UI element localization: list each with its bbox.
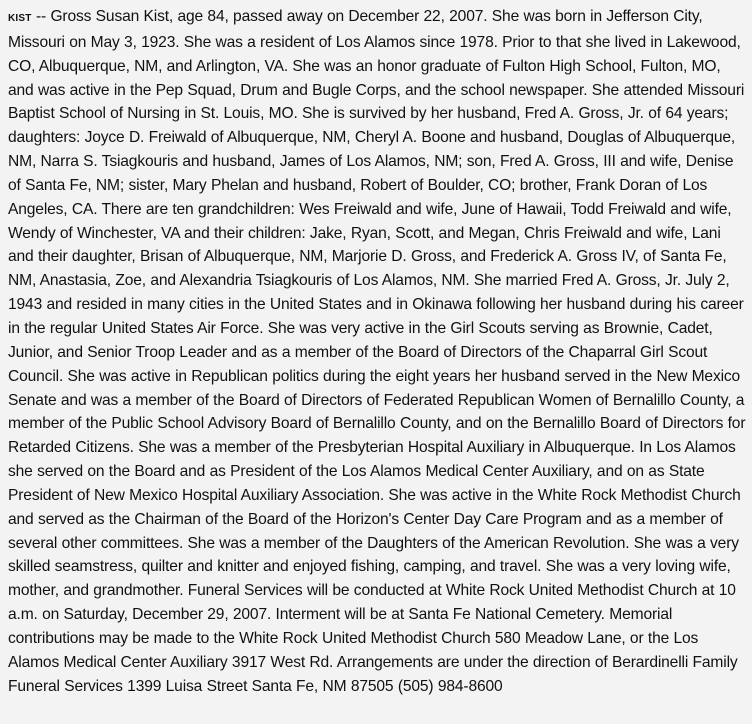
obituary-paragraph [8,5,746,698]
obituary-name-tag: KIST [8,13,32,24]
obituary-body: Gross Susan Kist, age 84, passed away on December 22, 2007. She was born in Jefferson City, Missouri on May 3, 1923. She was a resident of Los Alamos since 1978. Prior to that she lived in Lakewood, CO, Albuquerque, NM, and Arlington, VA. She was an honor graduate of Fulton High School, Fulton, MO, and was active in the Pep Squad, Drum and Bugle Corps, and the school newspaper. She attended Missouri Baptist School of Nursing in St. Louis, MO. She is survived by her husband, Fred A. Gross, Jr. of 64 years; daughters: Joyce D. Freiwald of Albuquerque, NM, Cheryl A. Boone and husband, Douglas of Albuquerque, NM, Narra S. Tsiagkouris and husband, James of Los Alamos, NM; son, Fred A. Gross, III and wife, Denise of Santa Fe, NM; sister, Mary Phelan and husband, Robert of Boulder, CO; brother, Frank Doran of Los Angeles, CA. There are ten grandchildren: Wes Freiwald and wife, June of Hawaii, Todd Freiwald and wife, Wendy of Winchester, VA and their children: Jake, Ryan, Scott, and Megan, Chris Freiwald and wife, Lani and their daughter, Brisan of Albuquerque, NM, Marjorie D. Gross, and Frederick A. Gross IV, of Santa Fe, NM, Anastasia, Zoe, and Alexandria Tsiagkouris of Los Alamos, NM. She married Fred A. Gross, Jr. July 2, 1943 and resided in many cities in the United States and in Okinawa following her husband during his career in the regular United States Air Force. She was very active in the Girl Scouts serving as Brownie, Cadet, Junior, and Senior Troop Leader and as a member of the Board of Directors of the Chaparral Girl Scout Council. She was active in Republican politics during the eight years her husband served in the New Mexico Senate and was a member of the Board of Directors of Federated Republican Women of Bernalillo County, a member of the Public School Advisory Board of Bernalillo County, and on the Bernalillo Board of Directors for Retarded Citizens. She was a member of the Presbyterian Hospital Auxiliary in Albuquerque. In Los Alamos she served on the Board and as President of the Los Alamos Medical Center Auxiliary, and on as State President of New Mexico Hospital Auxiliary Association. She was active in the White Rock Methodist Church and served as the Chairman of the Board of the Horizon's Center Day Care Program and as a member of several other committees. She was a member of the Daughters of the American Revolution. She was a very skilled seamstress, quilter and knitter and enjoyed fishing, camping, and travel. She was a very loving wife, mother, and grandmother. Funeral Services will be conducted at White Rock United Methodist Church at 10 a.m. on Saturday, December 29, 2007. Interment will be at Santa Fe National Cemetery. Memorial contributions may be made to the White Rock United Methodist Church 580 Meadow Lane, or the Los Alamos Medical Center Auxiliary 3917 West Rd. Arrangements are under the direction of Berardinelli Family Funeral Services 1399 Luisa Street Santa Fe, NM 87505 (505) 984-8600 [8,8,746,695]
obituary-separator: -- [31,8,51,25]
